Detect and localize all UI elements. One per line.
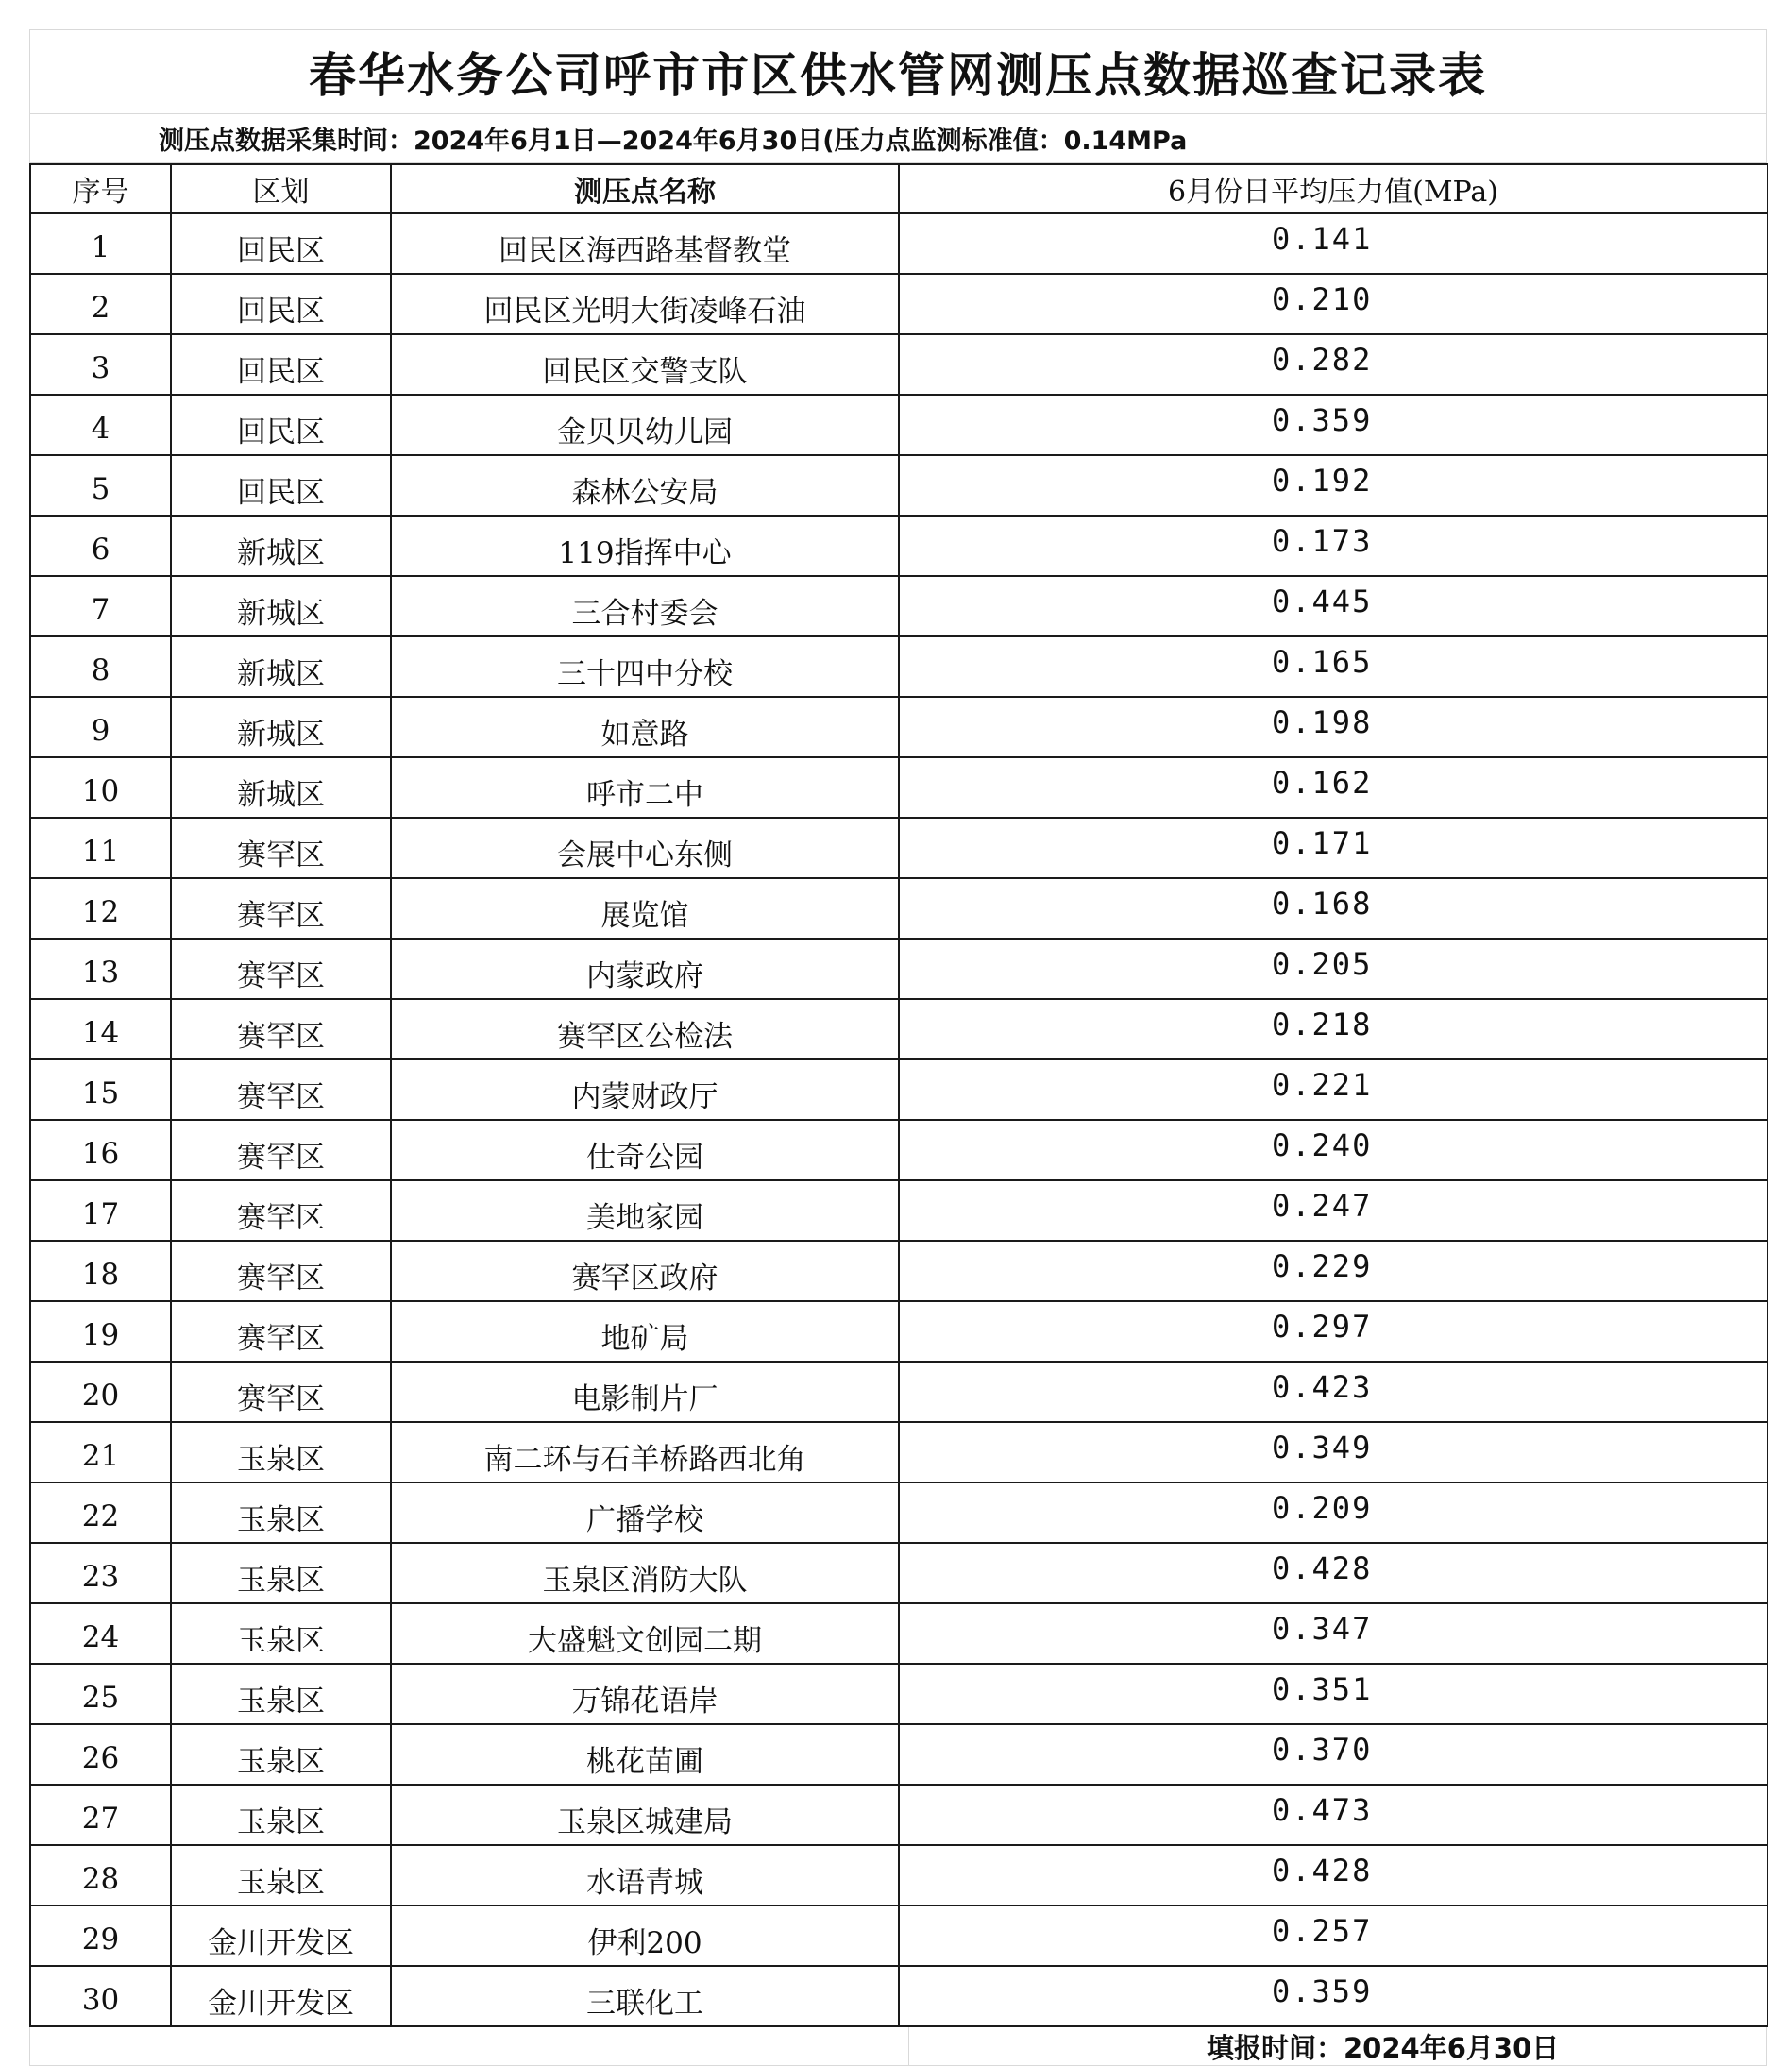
table-row — [30, 1905, 1767, 1966]
table-row — [30, 213, 1767, 274]
row-district-cell: 赛罕区 — [171, 1120, 391, 1180]
row-district-cell: 玉泉区 — [171, 1785, 391, 1845]
row-seq-cell: 17 — [30, 1180, 171, 1241]
row-point-name-cell: 玉泉区消防大队 — [391, 1543, 899, 1603]
row-district-cell: 赛罕区 — [171, 818, 391, 878]
row-seq-cell: 2 — [30, 274, 171, 334]
row-district-cell: 赛罕区 — [171, 1362, 391, 1422]
row-district-cell: 回民区 — [171, 334, 391, 395]
row-avg-pressure-cell: 0.192 — [899, 455, 1767, 516]
table-row — [30, 334, 1767, 395]
row-seq-cell: 13 — [30, 939, 171, 999]
row-seq-cell: 23 — [30, 1543, 171, 1603]
column-header-district: 区划 — [171, 164, 391, 213]
row-point-name-cell: 回民区交警支队 — [391, 334, 899, 395]
table-row — [30, 878, 1767, 939]
row-seq-cell: 30 — [30, 1966, 171, 2026]
table-row — [30, 1664, 1767, 1724]
row-avg-pressure-cell: 0.162 — [899, 757, 1767, 818]
table-row — [30, 395, 1767, 455]
row-district-cell: 回民区 — [171, 395, 391, 455]
row-seq-cell: 26 — [30, 1724, 171, 1785]
row-point-name-cell: 水语青城 — [391, 1845, 899, 1905]
row-point-name-cell: 如意路 — [391, 697, 899, 757]
row-district-cell: 玉泉区 — [171, 1482, 391, 1543]
pressure-record-sheet — [29, 29, 1767, 2066]
table-row — [30, 636, 1767, 697]
row-avg-pressure-cell: 0.370 — [899, 1724, 1767, 1785]
row-point-name-cell: 三十四中分校 — [391, 636, 899, 697]
table-header-row — [30, 164, 1767, 213]
table-row — [30, 1845, 1767, 1905]
row-avg-pressure-cell: 0.445 — [899, 576, 1767, 636]
row-point-name-cell: 万锦花语岸 — [391, 1664, 899, 1724]
row-avg-pressure-cell: 0.229 — [899, 1241, 1767, 1301]
row-point-name-cell: 呼市二中 — [391, 757, 899, 818]
row-point-name-cell: 伊利200 — [391, 1905, 899, 1966]
row-avg-pressure-cell: 0.351 — [899, 1664, 1767, 1724]
row-avg-pressure-cell: 0.198 — [899, 697, 1767, 757]
row-point-name-cell: 仕奇公园 — [391, 1120, 899, 1180]
table-row — [30, 274, 1767, 334]
row-point-name-cell: 三合村委会 — [391, 576, 899, 636]
row-avg-pressure-cell: 0.210 — [899, 274, 1767, 334]
row-seq-cell: 11 — [30, 818, 171, 878]
row-district-cell: 新城区 — [171, 757, 391, 818]
row-seq-cell: 22 — [30, 1482, 171, 1543]
row-avg-pressure-cell: 0.171 — [899, 818, 1767, 878]
row-district-cell: 新城区 — [171, 576, 391, 636]
row-seq-cell: 8 — [30, 636, 171, 697]
row-point-name-cell: 三联化工 — [391, 1966, 899, 2026]
row-avg-pressure-cell: 0.218 — [899, 999, 1767, 1059]
pressure-table — [29, 163, 1768, 2027]
row-seq-cell: 18 — [30, 1241, 171, 1301]
row-district-cell: 新城区 — [171, 697, 391, 757]
row-seq-cell: 1 — [30, 213, 171, 274]
row-district-cell: 玉泉区 — [171, 1603, 391, 1664]
row-avg-pressure-cell: 0.141 — [899, 213, 1767, 274]
table-row — [30, 1120, 1767, 1180]
column-header-point-name: 测压点名称 — [391, 164, 899, 213]
row-seq-cell: 9 — [30, 697, 171, 757]
footer-row — [29, 2027, 1767, 2066]
row-district-cell: 新城区 — [171, 516, 391, 576]
table-row — [30, 1180, 1767, 1241]
row-point-name-cell: 美地家园 — [391, 1180, 899, 1241]
table-row — [30, 1785, 1767, 1845]
row-district-cell: 回民区 — [171, 213, 391, 274]
table-row — [30, 576, 1767, 636]
row-point-name-cell: 展览馆 — [391, 878, 899, 939]
table-row — [30, 697, 1767, 757]
row-point-name-cell: 内蒙政府 — [391, 939, 899, 999]
table-row — [30, 1724, 1767, 1785]
table-row — [30, 1422, 1767, 1482]
row-seq-cell: 6 — [30, 516, 171, 576]
row-district-cell: 玉泉区 — [171, 1664, 391, 1724]
row-seq-cell: 14 — [30, 999, 171, 1059]
row-district-cell: 赛罕区 — [171, 999, 391, 1059]
table-row — [30, 999, 1767, 1059]
row-seq-cell: 24 — [30, 1603, 171, 1664]
row-seq-cell: 27 — [30, 1785, 171, 1845]
table-row — [30, 1301, 1767, 1362]
row-district-cell: 金川开发区 — [171, 1905, 391, 1966]
row-avg-pressure-cell: 0.349 — [899, 1422, 1767, 1482]
row-seq-cell: 15 — [30, 1059, 171, 1120]
row-point-name-cell: 119指挥中心 — [391, 516, 899, 576]
row-point-name-cell: 内蒙财政厅 — [391, 1059, 899, 1120]
row-point-name-cell: 地矿局 — [391, 1301, 899, 1362]
row-avg-pressure-cell: 0.282 — [899, 334, 1767, 395]
row-district-cell: 赛罕区 — [171, 1059, 391, 1120]
column-header-avg-pressure: 6月份日平均压力值(MPa) — [899, 164, 1767, 213]
footer-blank-cell — [30, 2027, 909, 2065]
row-district-cell: 赛罕区 — [171, 878, 391, 939]
table-row — [30, 757, 1767, 818]
row-avg-pressure-cell: 0.423 — [899, 1362, 1767, 1422]
row-avg-pressure-cell: 0.428 — [899, 1543, 1767, 1603]
row-avg-pressure-cell: 0.347 — [899, 1603, 1767, 1664]
row-seq-cell: 21 — [30, 1422, 171, 1482]
row-seq-cell: 16 — [30, 1120, 171, 1180]
table-row — [30, 1059, 1767, 1120]
row-seq-cell: 7 — [30, 576, 171, 636]
row-district-cell: 玉泉区 — [171, 1845, 391, 1905]
row-district-cell: 新城区 — [171, 636, 391, 697]
row-avg-pressure-cell: 0.173 — [899, 516, 1767, 576]
row-district-cell: 金川开发区 — [171, 1966, 391, 2026]
table-row — [30, 1482, 1767, 1543]
table-row — [30, 1543, 1767, 1603]
row-point-name-cell: 大盛魁文创园二期 — [391, 1603, 899, 1664]
table-body — [30, 213, 1767, 2026]
table-row — [30, 939, 1767, 999]
row-district-cell: 赛罕区 — [171, 1241, 391, 1301]
row-avg-pressure-cell: 0.168 — [899, 878, 1767, 939]
row-seq-cell: 29 — [30, 1905, 171, 1966]
row-district-cell: 赛罕区 — [171, 939, 391, 999]
collection-period-note: 测压点数据采集时间：2024年6月1日—2024年6月30日(压力点监测标准值：0.14MPa — [29, 113, 1767, 163]
row-seq-cell: 3 — [30, 334, 171, 395]
row-avg-pressure-cell: 0.209 — [899, 1482, 1767, 1543]
row-avg-pressure-cell: 0.240 — [899, 1120, 1767, 1180]
row-seq-cell: 5 — [30, 455, 171, 516]
row-point-name-cell: 回民区海西路基督教堂 — [391, 213, 899, 274]
row-district-cell: 赛罕区 — [171, 1301, 391, 1362]
row-point-name-cell: 会展中心东侧 — [391, 818, 899, 878]
row-avg-pressure-cell: 0.473 — [899, 1785, 1767, 1845]
row-avg-pressure-cell: 0.205 — [899, 939, 1767, 999]
row-avg-pressure-cell: 0.221 — [899, 1059, 1767, 1120]
row-district-cell: 玉泉区 — [171, 1422, 391, 1482]
table-row — [30, 516, 1767, 576]
row-point-name-cell: 回民区光明大街凌峰石油 — [391, 274, 899, 334]
row-avg-pressure-cell: 0.428 — [899, 1845, 1767, 1905]
row-point-name-cell: 赛罕区政府 — [391, 1241, 899, 1301]
row-point-name-cell: 广播学校 — [391, 1482, 899, 1543]
row-district-cell: 玉泉区 — [171, 1724, 391, 1785]
table-row — [30, 818, 1767, 878]
row-avg-pressure-cell: 0.165 — [899, 636, 1767, 697]
row-seq-cell: 20 — [30, 1362, 171, 1422]
row-point-name-cell: 电影制片厂 — [391, 1362, 899, 1422]
row-point-name-cell: 桃花苗圃 — [391, 1724, 899, 1785]
table-row — [30, 1241, 1767, 1301]
row-district-cell: 玉泉区 — [171, 1543, 391, 1603]
row-seq-cell: 4 — [30, 395, 171, 455]
row-avg-pressure-cell: 0.359 — [899, 1966, 1767, 2026]
row-seq-cell: 12 — [30, 878, 171, 939]
row-avg-pressure-cell: 0.359 — [899, 395, 1767, 455]
row-avg-pressure-cell: 0.297 — [899, 1301, 1767, 1362]
row-avg-pressure-cell: 0.257 — [899, 1905, 1767, 1966]
row-point-name-cell: 金贝贝幼儿园 — [391, 395, 899, 455]
row-district-cell: 赛罕区 — [171, 1180, 391, 1241]
table-row — [30, 1362, 1767, 1422]
table-row — [30, 455, 1767, 516]
row-point-name-cell: 赛罕区公检法 — [391, 999, 899, 1059]
row-point-name-cell: 南二环与石羊桥路西北角 — [391, 1422, 899, 1482]
row-district-cell: 回民区 — [171, 455, 391, 516]
page-title: 春华水务公司呼市市区供水管网测压点数据巡查记录表 — [29, 29, 1767, 113]
row-point-name-cell: 森林公安局 — [391, 455, 899, 516]
table-row — [30, 1603, 1767, 1664]
row-point-name-cell: 玉泉区城建局 — [391, 1785, 899, 1845]
row-seq-cell: 10 — [30, 757, 171, 818]
row-seq-cell: 25 — [30, 1664, 171, 1724]
row-district-cell: 回民区 — [171, 274, 391, 334]
column-header-seq: 序号 — [30, 164, 171, 213]
row-avg-pressure-cell: 0.247 — [899, 1180, 1767, 1241]
row-seq-cell: 28 — [30, 1845, 171, 1905]
table-row — [30, 1966, 1767, 2026]
report-date: 填报时间：2024年6月30日 — [1207, 2031, 1560, 2064]
row-seq-cell: 19 — [30, 1301, 171, 1362]
